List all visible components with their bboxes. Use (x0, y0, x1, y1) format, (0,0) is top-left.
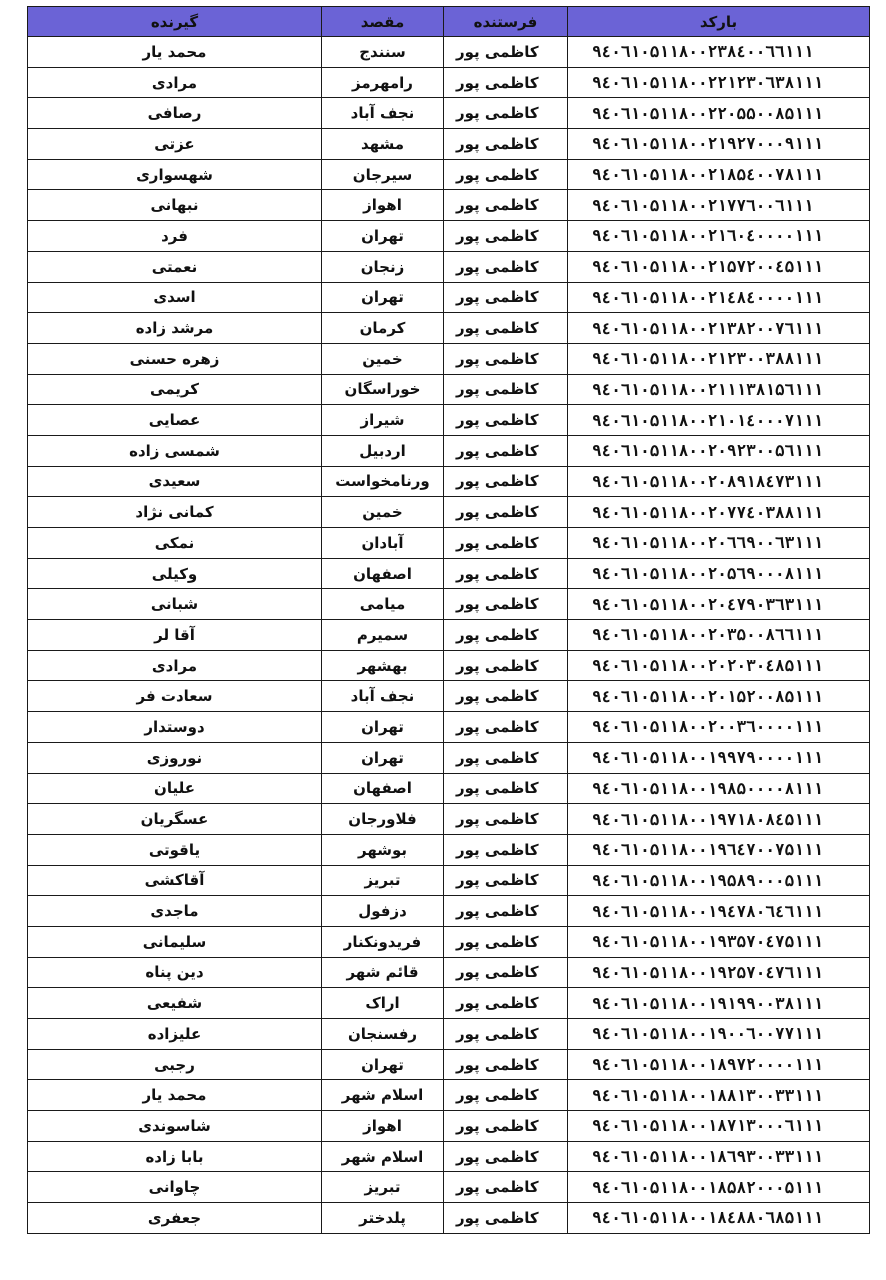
table-row (28, 681, 870, 712)
destination-cell: سیرجان (322, 159, 444, 190)
barcode-cell: ۹٤۰٦۱۰۵۱۱۸۰۰۱۹۲۵۷۰٤۷٦۱۱۱ (568, 957, 870, 988)
sender-cell: کاظمی پور (444, 190, 568, 221)
recipient-cell: چاوانی (28, 1172, 322, 1203)
recipient-cell: آقا لر (28, 620, 322, 651)
barcode-cell: ۹٤۰٦۱۰۵۱۱۸۰۰۲۰۰۳٦۰۰۰۰۱۱۱ (568, 712, 870, 743)
recipient-cell: شفیعی (28, 988, 322, 1019)
sender-cell: کاظمی پور (444, 712, 568, 743)
barcode-cell: ۹٤۰٦۱۰۵۱۱۸۰۰۲۱۰۱٤۰۰۰۷۱۱۱ (568, 405, 870, 436)
barcode-cell: ۹٤۰٦۱۰۵۱۱۸۰۰۲۳۸٤۰۰٦٦۱۱۱ (568, 37, 870, 68)
table-row (28, 190, 870, 221)
sender-cell: کاظمی پور (444, 1019, 568, 1050)
recipient-cell: یاقوتی (28, 834, 322, 865)
header-destination: مقصد (322, 7, 444, 37)
sender-cell: کاظمی پور (444, 466, 568, 497)
barcode-cell: ۹٤۰٦۱۰۵۱۱۸۰۰۱۸۵۸۲۰۰۰۵۱۱۱ (568, 1172, 870, 1203)
barcode-cell: ۹٤۰٦۱۰۵۱۱۸۰۰۲۱۹۲۷۰۰۰۹۱۱۱ (568, 129, 870, 160)
sender-cell: کاظمی پور (444, 988, 568, 1019)
recipient-cell: بابا زاده (28, 1141, 322, 1172)
table-row (28, 67, 870, 98)
barcode-cell: ۹٤۰٦۱۰۵۱۱۸۰۰۱۹۰۰٦۰۰۷۷۱۱۱ (568, 1019, 870, 1050)
sender-cell: کاظمی پور (444, 1080, 568, 1111)
destination-cell: اصفهان (322, 558, 444, 589)
barcode-cell: ۹٤۰٦۱۰۵۱۱۸۰۰۲۲۰۵۵۰۰۸۵۱۱۱ (568, 98, 870, 129)
table-row (28, 1019, 870, 1050)
recipient-cell: شاسوندی (28, 1111, 322, 1142)
table-row (28, 497, 870, 528)
barcode-cell: ۹٤۰٦۱۰۵۱۱۸۰۰۱۹۸۵۰۰۰۰۸۱۱۱ (568, 773, 870, 804)
destination-cell: تهران (322, 1049, 444, 1080)
sender-cell: کاظمی پور (444, 804, 568, 835)
table-row (28, 313, 870, 344)
destination-cell: خمین (322, 343, 444, 374)
barcode-cell: ۹٤۰٦۱۰۵۱۱۸۰۰۲۰٤۷۹۰۳٦۳۱۱۱ (568, 589, 870, 620)
barcode-cell: ۹٤۰٦۱۰۵۱۱۸۰۰۱۸٦۹۳۰۰۳۳۱۱۱ (568, 1141, 870, 1172)
barcode-cell: ۹٤۰٦۱۰۵۱۱۸۰۰۲۲۱۲۳۰٦۳۸۱۱۱ (568, 67, 870, 98)
destination-cell: تبریز (322, 865, 444, 896)
sender-cell: کاظمی پور (444, 313, 568, 344)
barcode-cell: ۹٤۰٦۱۰۵۱۱۸۰۰۲۰۳۵۰۰۸٦٦۱۱۱ (568, 620, 870, 651)
destination-cell: پلدختر (322, 1203, 444, 1234)
table-row (28, 129, 870, 160)
table-row (28, 528, 870, 559)
recipient-cell: نوروزی (28, 742, 322, 773)
destination-cell: مشهد (322, 129, 444, 160)
recipient-cell: مرادی (28, 67, 322, 98)
barcode-cell: ۹٤۰٦۱۰۵۱۱۸۰۰۱۹٦٤۷۰۰۷۵۱۱۱ (568, 834, 870, 865)
destination-cell: فریدونکنار (322, 926, 444, 957)
sender-cell: کاظمی پور (444, 251, 568, 282)
recipient-cell: آقاکشی (28, 865, 322, 896)
destination-cell: اراک (322, 988, 444, 1019)
table-row (28, 865, 870, 896)
destination-cell: قائم شهر (322, 957, 444, 988)
table-row (28, 159, 870, 190)
sender-cell: کاظمی پور (444, 159, 568, 190)
destination-cell: خمین (322, 497, 444, 528)
recipient-cell: زهره حسنی (28, 343, 322, 374)
barcode-cell: ۹٤۰٦۱۰۵۱۱۸۰۰۲۰٦٦۹۰۰٦۳۱۱۱ (568, 528, 870, 559)
recipient-cell: جعفری (28, 1203, 322, 1234)
sender-cell: کاظمی پور (444, 405, 568, 436)
destination-cell: میامی (322, 589, 444, 620)
recipient-cell: سعیدی (28, 466, 322, 497)
destination-cell: زنجان (322, 251, 444, 282)
destination-cell: رفسنجان (322, 1019, 444, 1050)
table-row (28, 1141, 870, 1172)
destination-cell: بهشهر (322, 650, 444, 681)
barcode-cell: ۹٤۰٦۱۰۵۱۱۸۰۰۲۰۹۲۳۰۰۵٦۱۱۱ (568, 435, 870, 466)
destination-cell: سنندج (322, 37, 444, 68)
table-row (28, 1049, 870, 1080)
table-row (28, 343, 870, 374)
destination-cell: رامهرمز (322, 67, 444, 98)
sender-cell: کاظمی پور (444, 589, 568, 620)
sender-cell: کاظمی پور (444, 37, 568, 68)
barcode-cell: ۹٤۰٦۱۰۵۱۱۸۰۰۱۸۹۷۲۰۰۰۰۱۱۱ (568, 1049, 870, 1080)
destination-cell: تهران (322, 712, 444, 743)
sender-cell: کاظمی پور (444, 67, 568, 98)
destination-cell: ورنامخواست (322, 466, 444, 497)
table-row (28, 589, 870, 620)
table-row (28, 37, 870, 68)
destination-cell: نجف آباد (322, 98, 444, 129)
sender-cell: کاظمی پور (444, 1111, 568, 1142)
sender-cell: کاظمی پور (444, 681, 568, 712)
sender-cell: کاظمی پور (444, 374, 568, 405)
destination-cell: خوراسگان (322, 374, 444, 405)
table-row (28, 374, 870, 405)
table-row (28, 988, 870, 1019)
table-row (28, 221, 870, 252)
destination-cell: بوشهر (322, 834, 444, 865)
table-row (28, 742, 870, 773)
table-row (28, 466, 870, 497)
table-row (28, 957, 870, 988)
table-row (28, 1172, 870, 1203)
barcode-cell: ۹٤۰٦۱۰۵۱۱۸۰۰۲۰۵٦۹۰۰۰۸۱۱۱ (568, 558, 870, 589)
table-row (28, 558, 870, 589)
destination-cell: شیراز (322, 405, 444, 436)
sender-cell: کاظمی پور (444, 957, 568, 988)
recipient-cell: فرد (28, 221, 322, 252)
barcode-cell: ۹٤۰٦۱۰۵۱۱۸۰۰۲۱۸۵٤۰۰۷۸۱۱۱ (568, 159, 870, 190)
barcode-cell: ۹٤۰٦۱۰۵۱۱۸۰۰۲۱۵۷۲۰۰٤۵۱۱۱ (568, 251, 870, 282)
header-barcode: بارکد (568, 7, 870, 37)
barcode-cell: ۹٤۰٦۱۰۵۱۱۸۰۰۱۹۹۷۹۰۰۰۰۱۱۱ (568, 742, 870, 773)
recipient-cell: سلیمانی (28, 926, 322, 957)
sender-cell: کاظمی پور (444, 98, 568, 129)
header-row (28, 7, 870, 37)
recipient-cell: علیان (28, 773, 322, 804)
header-sender: فرستنده (444, 7, 568, 37)
table-row (28, 926, 870, 957)
destination-cell: کرمان (322, 313, 444, 344)
recipient-cell: رجبی (28, 1049, 322, 1080)
recipient-cell: محمد یار (28, 37, 322, 68)
barcode-cell: ۹٤۰٦۱۰۵۱۱۸۰۰۱۹٤۷۸۰٦٤٦۱۱۱ (568, 896, 870, 927)
barcode-cell: ۹٤۰٦۱۰۵۱۱۸۰۰۱۹۳۵۷۰٤۷۵۱۱۱ (568, 926, 870, 957)
recipient-cell: شمسی زاده (28, 435, 322, 466)
recipient-cell: کمانی نژاد (28, 497, 322, 528)
sender-cell: کاظمی پور (444, 834, 568, 865)
recipient-cell: اسدی (28, 282, 322, 313)
barcode-cell: ۹٤۰٦۱۰۵۱۱۸۰۰۱۹۵۸۹۰۰۰۵۱۱۱ (568, 865, 870, 896)
destination-cell: فلاورجان (322, 804, 444, 835)
barcode-cell: ۹٤۰٦۱۰۵۱۱۸۰۰۱۸۸۱۳۰۰۳۳۱۱۱ (568, 1080, 870, 1111)
destination-cell: تبریز (322, 1172, 444, 1203)
recipient-cell: نعمتی (28, 251, 322, 282)
table-row (28, 251, 870, 282)
sender-cell: کاظمی پور (444, 620, 568, 651)
recipient-cell: ماجدی (28, 896, 322, 927)
barcode-cell: ۹٤۰٦۱۰۵۱۱۸۰۰۲۱۷۷٦۰۰٦۱۱۱ (568, 190, 870, 221)
sender-cell: کاظمی پور (444, 1172, 568, 1203)
recipient-cell: مرادی (28, 650, 322, 681)
sender-cell: کاظمی پور (444, 497, 568, 528)
sender-cell: کاظمی پور (444, 129, 568, 160)
table-body (28, 37, 870, 1234)
sender-cell: کاظمی پور (444, 650, 568, 681)
destination-cell: اسلام شهر (322, 1141, 444, 1172)
table-row (28, 773, 870, 804)
table-row (28, 282, 870, 313)
sender-cell: کاظمی پور (444, 865, 568, 896)
barcode-cell: ۹٤۰٦۱۰۵۱۱۸۰۰۱۸٤۸۸۰٦۸۵۱۱۱ (568, 1203, 870, 1234)
recipient-cell: علیزاده (28, 1019, 322, 1050)
recipient-cell: دین پناه (28, 957, 322, 988)
recipient-cell: سعادت فر (28, 681, 322, 712)
destination-cell: تهران (322, 742, 444, 773)
destination-cell: اهواز (322, 190, 444, 221)
sender-cell: کاظمی پور (444, 896, 568, 927)
table-row (28, 1203, 870, 1234)
destination-cell: اهواز (322, 1111, 444, 1142)
recipient-cell: محمد یار (28, 1080, 322, 1111)
barcode-cell: ۹٤۰٦۱۰۵۱۱۸۰۰۲۱۲۳۰۰۳۸۸۱۱۱ (568, 343, 870, 374)
recipient-cell: عزتی (28, 129, 322, 160)
sender-cell: کاظمی پور (444, 558, 568, 589)
destination-cell: نجف آباد (322, 681, 444, 712)
recipient-cell: شبانی (28, 589, 322, 620)
barcode-cell: ۹٤۰٦۱۰۵۱۱۸۰۰۲۱٤۸٤۰۰۰۰۱۱۱ (568, 282, 870, 313)
barcode-cell: ۹٤۰٦۱۰۵۱۱۸۰۰۲۰۲۰۳۰٤۸۵۱۱۱ (568, 650, 870, 681)
barcode-cell: ۹٤۰٦۱۰۵۱۱۸۰۰۲۱٦۰٤۰۰۰۰۱۱۱ (568, 221, 870, 252)
destination-cell: اردبیل (322, 435, 444, 466)
destination-cell: سمیرم (322, 620, 444, 651)
shipment-sheet (28, 6, 870, 1234)
recipient-cell: عسگریان (28, 804, 322, 835)
table-row (28, 896, 870, 927)
sender-cell: کاظمی پور (444, 528, 568, 559)
destination-cell: اصفهان (322, 773, 444, 804)
table-header (28, 7, 870, 37)
sender-cell: کاظمی پور (444, 773, 568, 804)
table-row (28, 98, 870, 129)
destination-cell: تهران (322, 221, 444, 252)
sender-cell: کاظمی پور (444, 1049, 568, 1080)
shipment-table (27, 6, 870, 1234)
destination-cell: آبادان (322, 528, 444, 559)
sender-cell: کاظمی پور (444, 343, 568, 374)
barcode-cell: ۹٤۰٦۱۰۵۱۱۸۰۰۲۱۳۸۲۰۰۷٦۱۱۱ (568, 313, 870, 344)
barcode-cell: ۹٤۰٦۱۰۵۱۱۸۰۰۱۹۱۹۹۰۰۳۸۱۱۱ (568, 988, 870, 1019)
sender-cell: کاظمی پور (444, 282, 568, 313)
recipient-cell: شهسواری (28, 159, 322, 190)
destination-cell: تهران (322, 282, 444, 313)
recipient-cell: دوستدار (28, 712, 322, 743)
barcode-cell: ۹٤۰٦۱۰۵۱۱۸۰۰۲۰۷۷٤۰۳۸۸۱۱۱ (568, 497, 870, 528)
destination-cell: اسلام شهر (322, 1080, 444, 1111)
recipient-cell: رصافی (28, 98, 322, 129)
barcode-cell: ۹٤۰٦۱۰۵۱۱۸۰۰۲۱۱۱۳۸۱۵٦۱۱۱ (568, 374, 870, 405)
barcode-cell: ۹٤۰٦۱۰۵۱۱۸۰۰۲۰۸۹۱۸٤۷۳۱۱۱ (568, 466, 870, 497)
sender-cell: کاظمی پور (444, 742, 568, 773)
recipient-cell: وکیلی (28, 558, 322, 589)
destination-cell: دزفول (322, 896, 444, 927)
table-row (28, 1080, 870, 1111)
sender-cell: کاظمی پور (444, 1141, 568, 1172)
sender-cell: کاظمی پور (444, 926, 568, 957)
table-row (28, 1111, 870, 1142)
recipient-cell: کریمی (28, 374, 322, 405)
table-row (28, 650, 870, 681)
sender-cell: کاظمی پور (444, 221, 568, 252)
table-row (28, 712, 870, 743)
recipient-cell: نمکی (28, 528, 322, 559)
table-row (28, 435, 870, 466)
recipient-cell: عصایی (28, 405, 322, 436)
sender-cell: کاظمی پور (444, 1203, 568, 1234)
barcode-cell: ۹٤۰٦۱۰۵۱۱۸۰۰۲۰۱۵۲۰۰۸۵۱۱۱ (568, 681, 870, 712)
table-row (28, 620, 870, 651)
table-row (28, 834, 870, 865)
table-row (28, 804, 870, 835)
header-recipient: گیرنده (28, 7, 322, 37)
barcode-cell: ۹٤۰٦۱۰۵۱۱۸۰۰۱۹۷۱۸۰۸٤۵۱۱۱ (568, 804, 870, 835)
table-row (28, 405, 870, 436)
recipient-cell: نبهانی (28, 190, 322, 221)
sender-cell: کاظمی پور (444, 435, 568, 466)
recipient-cell: مرشد زاده (28, 313, 322, 344)
barcode-cell: ۹٤۰٦۱۰۵۱۱۸۰۰۱۸۷۱۳۰۰۰٦۱۱۱ (568, 1111, 870, 1142)
